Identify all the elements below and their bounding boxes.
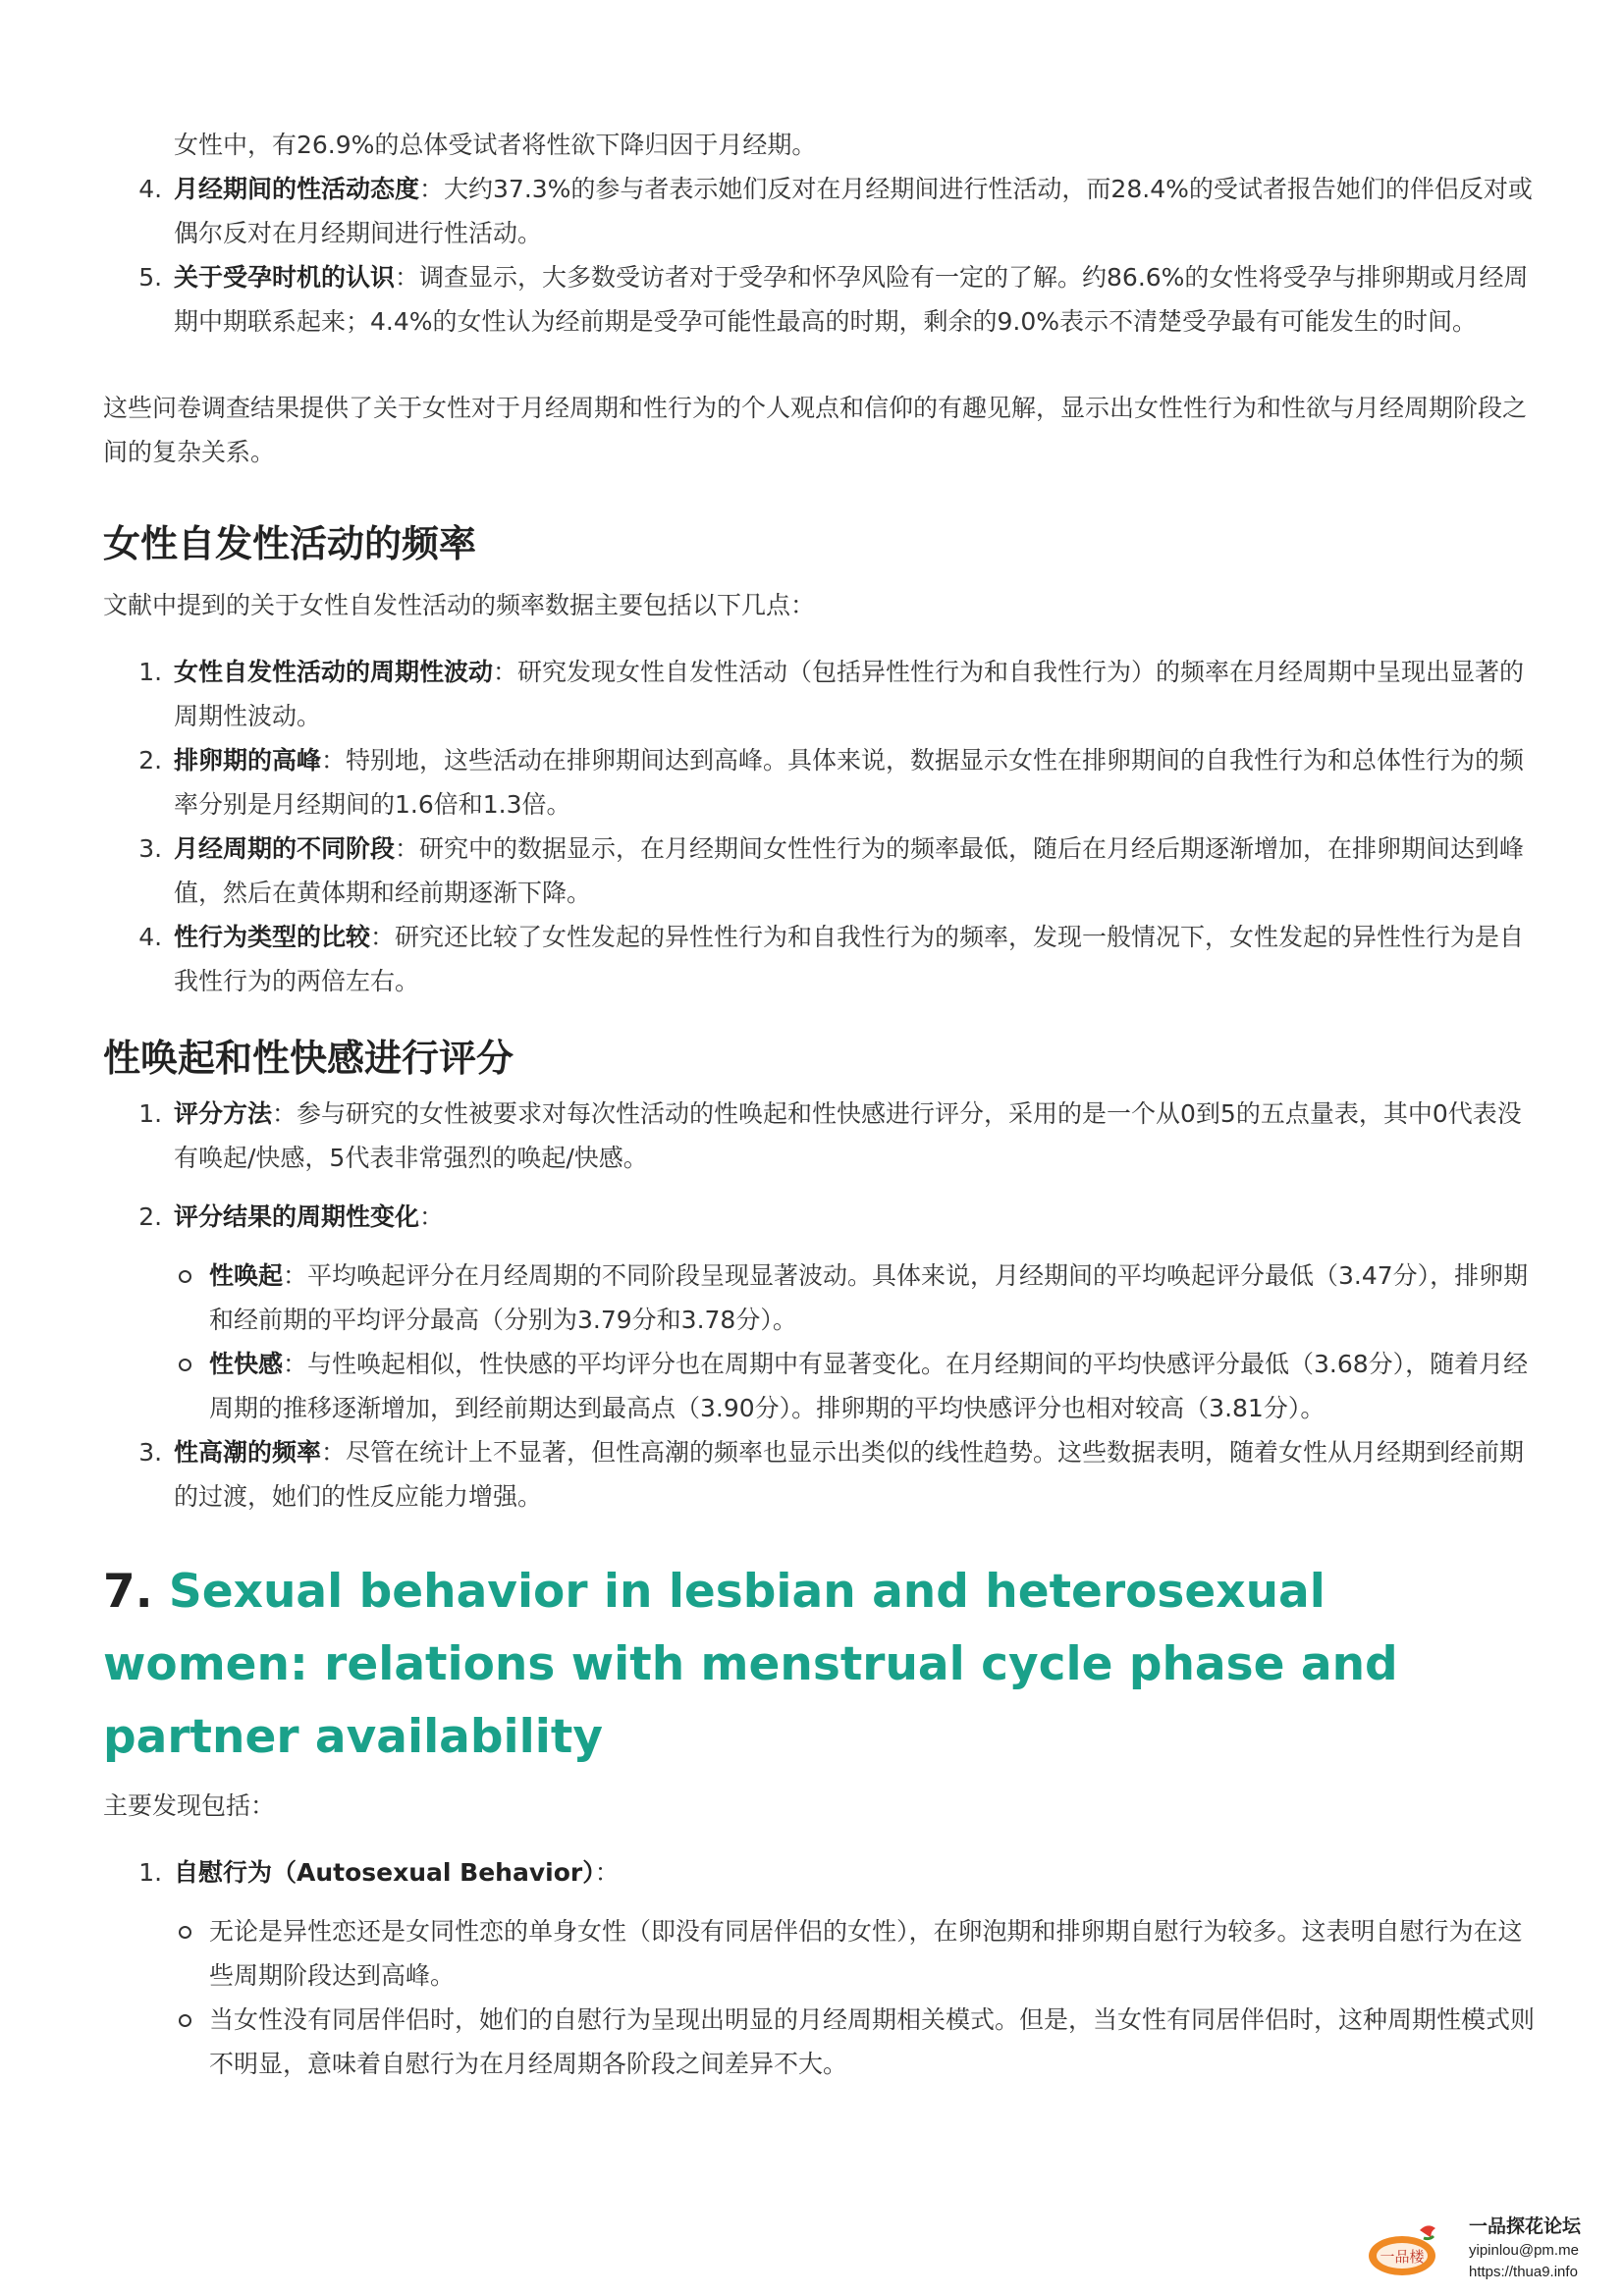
footer-url[interactable]: https://thua9.info — [1469, 2264, 1578, 2280]
section-heading-rating: 性唤起和性快感进行评分 — [103, 1037, 514, 1080]
list-item — [170, 167, 1537, 255]
item-text: ：尽管在统计上不显著，但性高潮的频率也显示出类似的线性趋势。这些数据表明，随着女性从月经期到经前期的过渡，她们的性反应能力增强。 — [174, 1438, 1525, 1511]
sub-item-text: ：平均唤起评分在月经周期的不同阶段呈现显著波动。具体来说，月经期间的平均唤起评分最低（3.47分），排卵期和经前期的平均评分最高（分别为3.79分和3.78分）。 — [209, 1261, 1529, 1334]
document-page — [103, 123, 1537, 2086]
sub-list — [174, 1254, 1537, 1430]
item-title: 评分方法 — [174, 1099, 273, 1128]
item-title: 自慰行为（Autosexual Behavior） — [174, 1858, 595, 1887]
item-title: 月经期间的性活动态度 — [174, 175, 420, 203]
item-title: 性高潮的频率 — [174, 1438, 322, 1467]
item-text: ：研究中的数据显示，在月经期间女性性行为的频率最低，随后在月经后期逐渐增加，在排卵期间达到峰值，然后在黄体期和经前期逐渐下降。 — [174, 834, 1525, 907]
sub-list — [174, 1909, 1537, 2086]
section-7-intro: 主要发现包括： — [103, 1791, 276, 1820]
item-text: ：研究还比较了女性发起的异性性行为和自我性行为的频率，发现一般情况下，女性发起的异性性行为是自我性行为的两倍左右。 — [174, 923, 1525, 995]
sub-item-text: 当女性没有同居伴侣时，她们的自慰行为呈现出明显的月经周期相关模式。但是，当女性有同居伴侣时，这种周期性模式则不明显，意味着自慰行为在月经周期各阶段之间差异不大。 — [209, 2005, 1536, 2078]
item-title: 性行为类型的比较 — [174, 923, 371, 951]
item-text: ： — [594, 1858, 620, 1887]
list-item — [170, 1850, 1537, 2086]
sub-list-item — [174, 1998, 1537, 2086]
sub-list-item — [174, 1254, 1537, 1342]
sub-item-text: ：与性唤起相似，性快感的平均评分也在周期中有显著变化。在月经期间的平均快感评分最低（3.68分），随着月经周期的推移逐渐增加，到经前期达到最高点（3.90分）。排卵期的平均快感评分也相对较高（3.81分）。 — [209, 1350, 1529, 1422]
list-item — [170, 255, 1537, 344]
footer-watermark — [1469, 2215, 1581, 2283]
list-item — [170, 1092, 1537, 1180]
item-title: 月经周期的不同阶段 — [174, 834, 396, 863]
sub-item-title: 性唤起 — [209, 1261, 284, 1290]
sub-list-item — [174, 1342, 1537, 1430]
logo-text: 一品楼 — [1380, 2248, 1425, 2266]
item-title: 关于受孕时机的认识 — [174, 263, 396, 292]
sub-item-title: 性快感 — [209, 1350, 284, 1378]
frequency-intro: 文献中提到的关于女性自发性活动的频率数据主要包括以下几点： — [103, 591, 816, 619]
intro-continuation: 女性中，有26.9%的总体受试者将性欲下降归因于月经期。 — [174, 131, 817, 159]
sub-item-text: 无论是异性恋还是女同性恋的单身女性（即没有同居伴侣的女性），在卵泡期和排卵期自慰行为较多。这表明自慰行为在这些周期阶段达到高峰。 — [209, 1917, 1523, 1990]
frequency-list — [103, 650, 1537, 1003]
item-text: ： — [419, 1202, 445, 1231]
list-item — [170, 1430, 1537, 1519]
site-logo-icon — [1363, 2220, 1449, 2279]
item-text: ：研究发现女性自发性活动（包括异性性行为和自我性行为）的频率在月经周期中呈现出显著的周期性波动。 — [174, 658, 1525, 730]
section-heading-frequency: 女性自发性活动的频率 — [103, 522, 477, 565]
footer-email: yipinlou@pm.me — [1469, 2242, 1579, 2259]
paper-title-link[interactable]: Sexual behavior in lesbian and heterosexual women: relations with menstrual cycle phase and partner availability — [103, 1565, 1398, 1764]
list-item — [170, 1195, 1537, 1430]
list-item — [170, 915, 1537, 1003]
item-text: ：特别地，这些活动在排卵期间达到高峰。具体来说，数据显示女性在排卵期间的自我性行为和总体性行为的频率分别是月经期间的1.6倍和1.3倍。 — [174, 746, 1525, 819]
item-title: 排卵期的高峰 — [174, 746, 322, 774]
summary-paragraph: 这些问卷调查结果提供了关于女性对于月经周期和性行为的个人观点和信仰的有趣见解，显示出女性性行为和性欲与月经周期阶段之间的复杂关系。 — [103, 394, 1528, 466]
section-7-heading — [103, 1556, 1537, 1774]
item-text: ：参与研究的女性被要求对每次性活动的性唤起和性快感进行评分，采用的是一个从0到5的五点量表，其中0代表没有唤起/快感，5代表非常强烈的唤起/快感。 — [174, 1099, 1522, 1172]
item-text: ：调查显示，大多数受访者对于受孕和怀孕风险有一定的了解。约86.6%的女性将受孕与排卵期或月经周期中期联系起来；4.4%的女性认为经前期是受孕可能性最高的时期，剩余的9.0%表示不清楚受孕最有可能发生的时间。 — [174, 263, 1529, 336]
attitude-list — [103, 167, 1537, 344]
footer-brand: 一品探花论坛 — [1469, 2216, 1582, 2237]
list-item — [170, 738, 1537, 827]
section-number: 7. — [103, 1565, 169, 1619]
list-item — [170, 827, 1537, 915]
findings-list — [103, 1850, 1537, 2086]
item-title: 评分结果的周期性变化 — [174, 1202, 420, 1231]
sub-list-item — [174, 1909, 1537, 1998]
rating-list — [103, 1092, 1537, 1519]
item-title: 女性自发性活动的周期性波动 — [174, 658, 494, 686]
item-text: ：大约37.3%的参与者表示她们反对在月经期间进行性活动，而28.4%的受试者报告她们的伴侣反对或偶尔反对在月经期间进行性活动。 — [174, 175, 1533, 247]
list-item — [170, 650, 1537, 738]
